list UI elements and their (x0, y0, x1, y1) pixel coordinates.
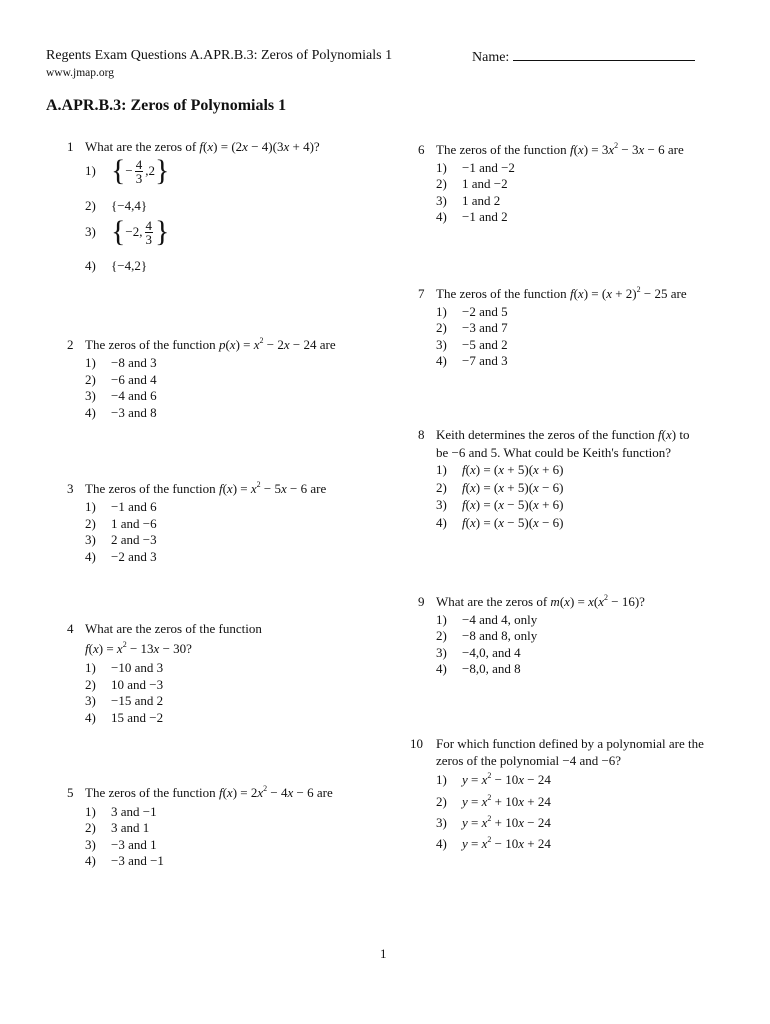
option-4[interactable]: 4) {−4,2} (85, 258, 148, 273)
option-2[interactable]: 2) $y = x^2 + 10x + 24$ (436, 793, 551, 809)
question-number: 7 (418, 286, 425, 301)
option-1[interactable]: 1) −1 and 6 (85, 499, 157, 514)
option-1[interactable]: 1) {− $\frac{4}{3}$ ,2} (85, 154, 170, 187)
page-number: 1 (380, 946, 387, 961)
question-number: 5 (67, 785, 74, 800)
option-3[interactable]: 3) −15 and 2 (85, 693, 164, 708)
question-text-line-2: zeros of the polynomial −4 and −6? (436, 753, 622, 768)
option-2[interactable]: 2) 10 and −3 (85, 677, 164, 692)
option-3[interactable]: 3) {−2, $\frac{4}{3}$ } (85, 215, 170, 248)
question-text: Keith determines the zeros of the function f(x) to (436, 427, 690, 442)
question-text: The zeros of the function $f(x) = (x + 2)^2 - 25$ are (436, 285, 687, 301)
name-blank-line[interactable] (513, 48, 695, 61)
question-number: 8 (418, 427, 425, 442)
option-3[interactable]: 3) −4 and 6 (85, 388, 157, 403)
question-text-line-2: be −6 and 5. What could be Keith's function? (436, 445, 672, 460)
question-number: 2 (67, 337, 74, 352)
question-text: The zeros of the function $f(x) = x^2 - 5x - 6$ are (85, 480, 327, 496)
option-1[interactable]: 1) −1 and −2 (436, 160, 515, 175)
section-title: A.APR.B.3: Zeros of Polynomials 1 (46, 97, 287, 114)
option-1[interactable]: 1) −2 and 5 (436, 304, 508, 319)
option-3[interactable]: 3) −5 and 2 (436, 337, 508, 352)
option-4[interactable]: 4) −3 and 8 (85, 405, 157, 420)
option-1[interactable]: 1) −4 and 4, only (436, 612, 538, 627)
option-2[interactable]: 2) f(x) = (x + 5)(x − 6) (436, 480, 564, 495)
question-text-line-2: $f(x) = x^2 - 13x - 30$? (85, 640, 192, 656)
option-4[interactable]: 4) −2 and 3 (85, 549, 157, 564)
option-3[interactable]: 3) f(x) = (x − 5)(x + 6) (436, 497, 564, 512)
option-3[interactable]: 3) −4,0, and 4 (436, 645, 521, 660)
option-2[interactable]: 2) {−4,4} (85, 198, 148, 213)
option-3[interactable]: 3) $y = x^2 + 10x - 24$ (436, 814, 551, 830)
question-text: What are the zeros of the function (85, 621, 262, 636)
name-label: Name: (472, 50, 510, 65)
name-field[interactable] (472, 48, 695, 66)
question-text: The zeros of the function $f(x) = 3x^2 - 3x - 6$ are (436, 141, 684, 157)
option-3[interactable]: 3) 2 and −3 (85, 532, 157, 547)
site-url: www.jmap.org (46, 67, 115, 79)
question-number: 10 (410, 736, 423, 751)
option-3[interactable]: 3) 1 and 2 (436, 193, 501, 208)
option-4[interactable]: 4) −7 and 3 (436, 353, 508, 368)
option-4[interactable]: 4) f(x) = (x − 5)(x − 6) (436, 515, 564, 530)
option-2[interactable]: 2) 1 and −6 (85, 516, 157, 531)
option-1[interactable]: 1) f(x) = (x + 5)(x + 6) (436, 462, 564, 477)
option-4[interactable]: 4) −1 and 2 (436, 209, 508, 224)
question-number: 1 (67, 139, 74, 154)
question-number: 4 (67, 621, 74, 636)
option-1[interactable]: 1) $y = x^2 - 10x - 24$ (436, 771, 551, 787)
option-2[interactable]: 2) −6 and 4 (85, 372, 157, 387)
option-4[interactable]: 4) $y = x^2 - 10x + 24$ (436, 835, 551, 851)
question-number: 9 (418, 594, 425, 609)
question-text: What are the zeros of f(x) = (2x − 4)(3x + 4)? (85, 139, 320, 154)
question-text: For which function defined by a polynomial are the (436, 736, 704, 751)
option-2[interactable]: 2) −8 and 8, only (436, 628, 538, 643)
option-1[interactable]: 1) −8 and 3 (85, 355, 157, 370)
question-number: 6 (418, 142, 425, 157)
worksheet-title: Regents Exam Questions A.APR.B.3: Zeros of Polynomials 1 (46, 48, 393, 63)
question-number: 3 (67, 481, 74, 496)
question-text: The zeros of the function $f(x) = 2x^2 - 4x - 6$ are (85, 784, 333, 800)
option-1[interactable]: 1) 3 and −1 (85, 804, 157, 819)
option-2[interactable]: 2) 1 and −2 (436, 176, 508, 191)
option-2[interactable]: 2) −3 and 7 (436, 320, 508, 335)
option-4[interactable]: 4) −8,0, and 8 (436, 661, 521, 676)
option-2[interactable]: 2) 3 and 1 (85, 820, 150, 835)
option-4[interactable]: 4) 15 and −2 (85, 710, 164, 725)
option-4[interactable]: 4) −3 and −1 (85, 853, 164, 868)
option-3[interactable]: 3) −3 and 1 (85, 837, 157, 852)
question-text: The zeros of the function $p(x) = x^2 - 2x - 24$ are (85, 336, 336, 352)
option-1[interactable]: 1) −10 and 3 (85, 660, 164, 675)
question-text: What are the zeros of $m(x) = x(x^2 - 16)$? (436, 593, 645, 609)
